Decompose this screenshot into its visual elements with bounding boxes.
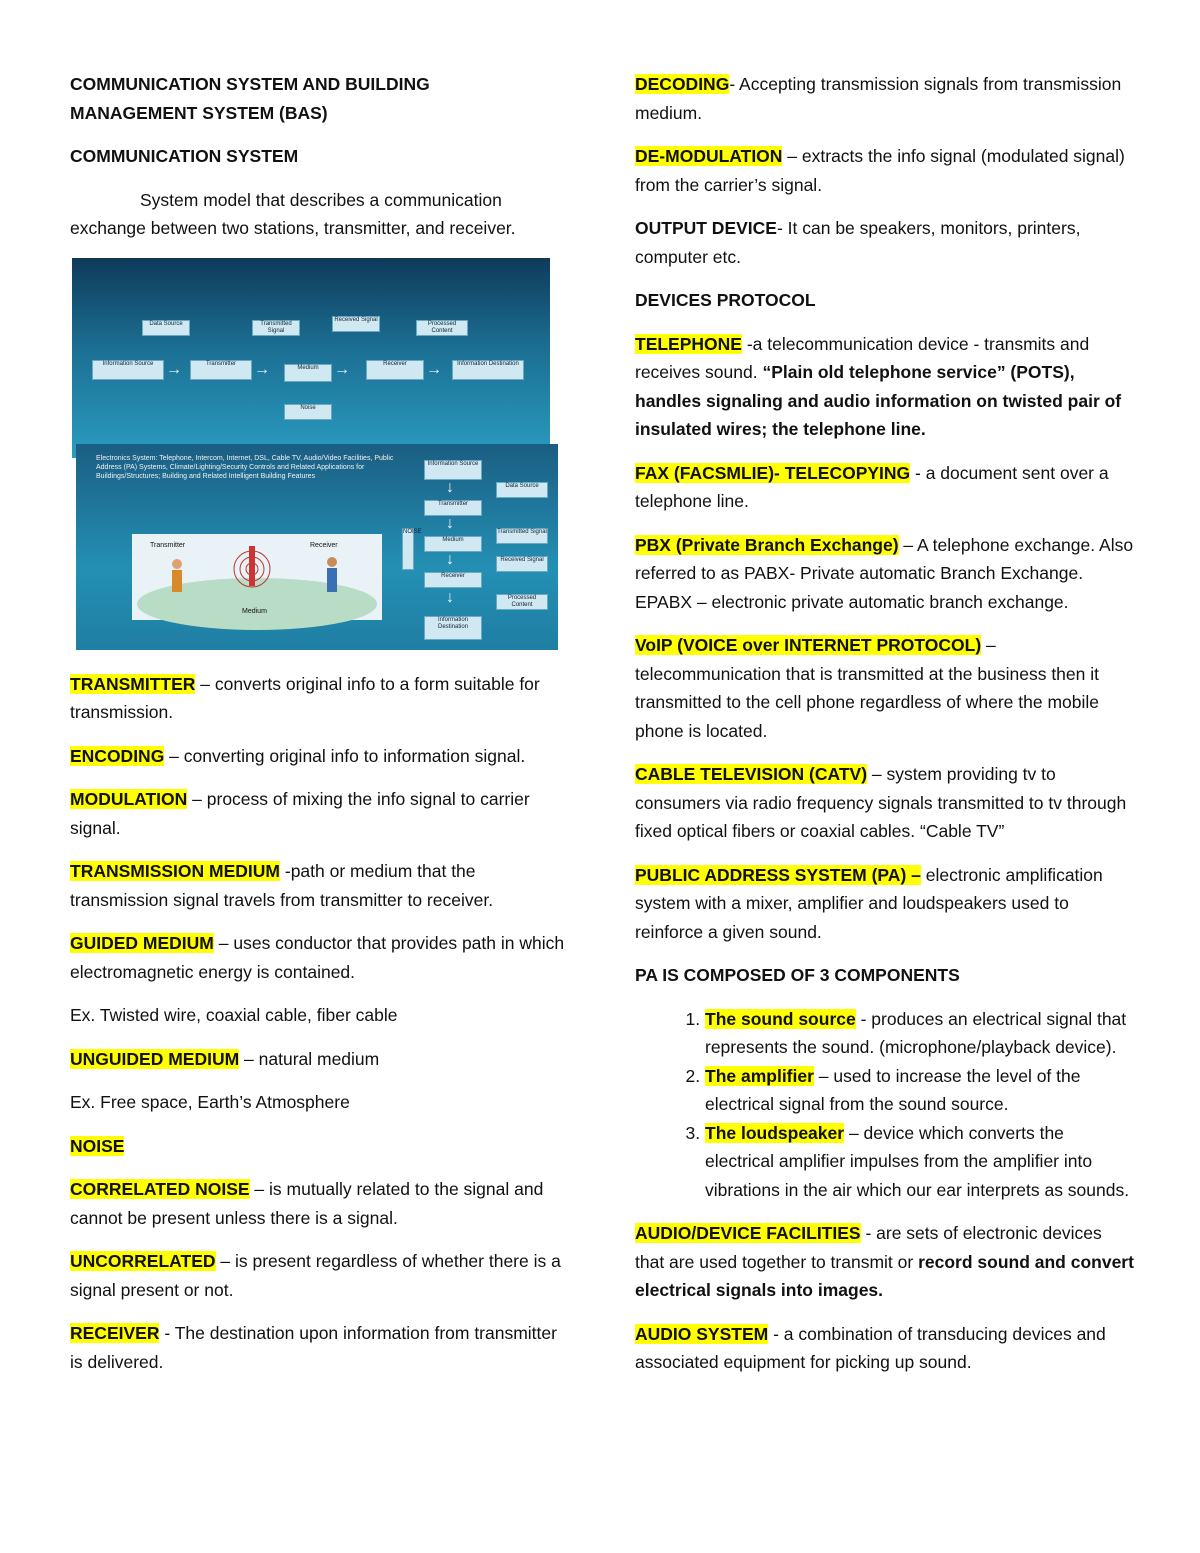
term-demodulation: DE-MODULATION – extracts the info signal (modulated signal) from the carrier’s signal. <box>635 146 1125 195</box>
diagram-box: Medium <box>284 364 332 382</box>
term-guided-medium: GUIDED MEDIUM – uses conductor that provides path in which electromagnetic energy is contained. <box>70 933 565 982</box>
term-output-device: OUTPUT DEVICE- It can be speakers, monitors, printers, computer etc. <box>635 218 1081 267</box>
diagram-box: Processed Content <box>496 594 548 610</box>
panel-caption: Electronics System: Telephone, Intercom, Internet, DSL, Cable TV, Audio/Video Facilities, Public Address (PA) Systems, Climate/Lighting/Security Controls and Related Applications for Buildings/Structures; Building and Related Intelligent Building Features <box>96 454 394 480</box>
transmission-scene-illustration <box>132 534 382 620</box>
electronics-system-panel <box>76 444 558 650</box>
section-heading: COMMUNICATION SYSTEM <box>70 146 299 166</box>
diagram-box: Transmitter <box>424 500 482 516</box>
diagram-box: Information Source <box>92 360 164 380</box>
arrow-right-icon: → <box>254 360 270 378</box>
list-item: 3. The loudspeaker – device which converts the electrical amplifier impulses from the amplifier into vibrations in the air which our ear interprets as sounds. <box>705 1119 1135 1205</box>
diagram-box: Receiver <box>366 360 424 380</box>
term-unguided-medium: UNGUIDED MEDIUM – natural medium <box>70 1048 380 1069</box>
scene-label: Transmitter <box>150 541 186 549</box>
term-correlated-noise: CORRELATED NOISE – is mutually related to the signal and cannot be present unless there is a signal. <box>70 1179 544 1228</box>
document-title: COMMUNICATION SYSTEM AND BUILDING MANAGEMENT SYSTEM (BAS) <box>70 74 430 123</box>
arrow-down-icon: ↓ <box>446 514 454 532</box>
diagram-box: Information Source <box>424 460 482 480</box>
term-fax: FAX (FACSMLIE)- TELECOPYING - a document sent over a telephone line. <box>635 462 1109 511</box>
diagram-box: Data Source <box>496 482 548 498</box>
right-column <box>635 70 1135 1392</box>
term-audio-system: AUDIO SYSTEM - a combination of transducing devices and associated equipment for picking up sound. <box>635 1323 1106 1372</box>
diagram-box: Transmitter <box>190 360 252 380</box>
term-encoding: ENCODING – converting original info to information signal. <box>70 745 526 766</box>
diagram-box: Information Destination <box>424 616 482 640</box>
left-column <box>70 70 570 1391</box>
term-transmission-medium: TRANSMISSION MEDIUM -path or medium that the transmission signal travels from transmitter to receiver. <box>70 861 494 910</box>
guided-example: Ex. Twisted wire, coaxial cable, fiber cable <box>70 1005 398 1025</box>
intro-paragraph: System model that describes a communication exchange between two stations, transmitter, and receiver. <box>70 189 516 238</box>
diagram-box: Processed Content <box>416 320 468 336</box>
term-voip: VoIP (VOICE over INTERNET PROTOCOL) – telecommunication that is transmitted at the business then it transmitted to the cell phone regardless of where the mobile phone is located. <box>635 635 1100 741</box>
term-uncorrelated: UNCORRELATED – is present regardless of whether there is a signal present or not. <box>70 1251 561 1300</box>
diagram-box: Medium <box>424 536 482 552</box>
term-decoding: DECODING- Accepting transmission signals from transmission medium. <box>635 74 1122 123</box>
diagram-box: NOISE <box>402 528 414 570</box>
list-item: 1. The sound source - produces an electrical signal that represents the sound. (microphone/playback device). <box>705 1005 1135 1062</box>
term-catv: CABLE TELEVISION (CATV) – system providing tv to consumers via radio frequency signals transmitted to tv through fixed optical fibers or coaxial cables. “Cable TV” <box>635 764 1127 841</box>
scene-label: Receiver <box>310 541 338 549</box>
diagram-box: Information Destination <box>452 360 524 380</box>
list-item: 2. The amplifier – used to increase the level of the electrical signal from the sound source. <box>705 1062 1135 1119</box>
block-diagram-panel <box>72 258 550 458</box>
diagram-box: Receiver <box>424 572 482 588</box>
arrow-down-icon: ↓ <box>446 478 454 496</box>
unguided-example: Ex. Free space, Earth’s Atmosphere <box>70 1092 350 1112</box>
term-pbx: PBX (Private Branch Exchange) – A telephone exchange. Also referred to as PABX- Private automatic Branch Exchange. EPABX – electronic private automatic branch exchange. <box>635 534 1134 612</box>
arrow-right-icon: → <box>426 360 442 378</box>
devices-protocol-heading: DEVICES PROTOCOL <box>635 290 816 310</box>
term-audio-device-facilities: AUDIO/DEVICE FACILITIES - are sets of electronic devices that are used together to transmit or record sound and convert electrical signals into images. <box>635 1223 1134 1300</box>
communication-model-figure <box>70 258 560 658</box>
diagram-box: Received Signal <box>332 316 380 332</box>
term-transmitter: TRANSMITTER – converts original info to a form suitable for transmission. <box>70 673 540 722</box>
term-telephone: TELEPHONE -a telecommunication device - transmits and receives sound. “Plain old telephone service” (POTS), handles signaling and audio information on twisted pair of insulated wires; the telephone line. <box>635 333 1122 439</box>
arrow-right-icon: → <box>166 360 182 378</box>
pa-components-heading: PA IS COMPOSED OF 3 COMPONENTS <box>635 965 960 985</box>
arrow-right-icon: → <box>334 360 350 378</box>
noise-heading: NOISE <box>70 1135 125 1156</box>
diagram-box: Data Source <box>142 320 190 336</box>
arrow-down-icon: ↓ <box>446 588 454 606</box>
term-receiver: RECEIVER - The destination upon information from transmitter is delivered. <box>70 1323 557 1372</box>
pa-components-list <box>635 1005 1135 1205</box>
arrow-down-icon: ↓ <box>446 550 454 568</box>
scene-label: Medium <box>242 607 267 615</box>
diagram-box: Received Signal <box>496 556 548 572</box>
diagram-box: Noise <box>284 404 332 420</box>
diagram-box: Transmitted Signal <box>252 320 300 336</box>
term-public-address: PUBLIC ADDRESS SYSTEM (PA) – electronic amplification system with a mixer, amplifier and loudspeakers used to reinforce a given sound. <box>635 864 1103 942</box>
diagram-box: Transmitted Signal <box>496 528 548 544</box>
term-modulation: MODULATION – process of mixing the info signal to carrier signal. <box>70 789 530 838</box>
